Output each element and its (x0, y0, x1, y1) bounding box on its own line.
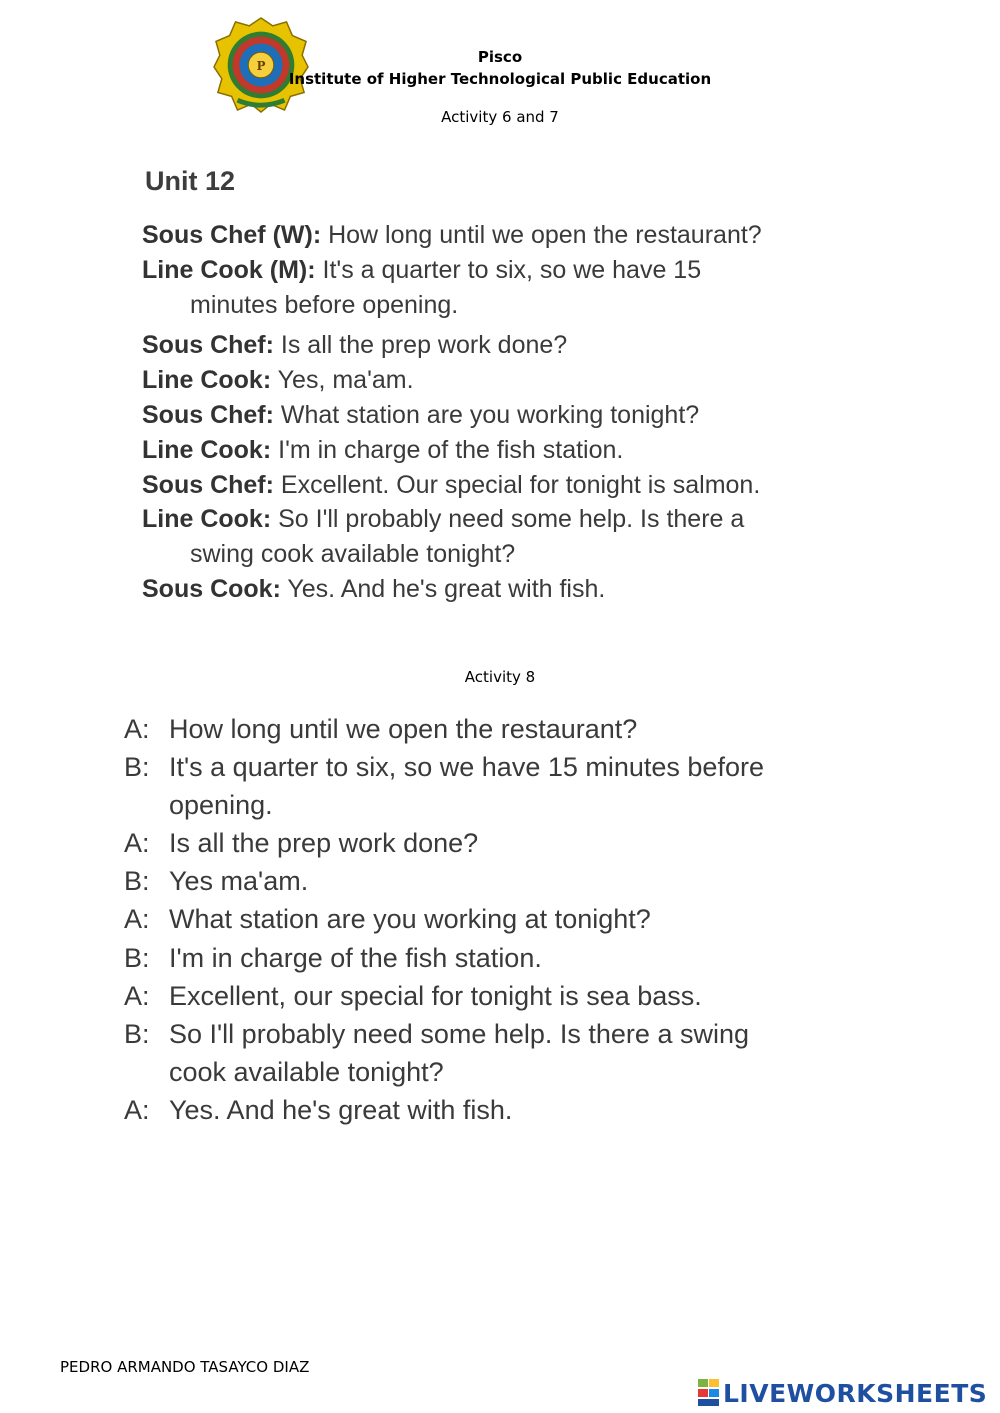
dialogue-text: So I'll probably need some help. Is there a swing (169, 1018, 749, 1049)
dialogue-text: I'm in charge of the fish station. (271, 435, 624, 464)
dialogue-line (124, 900, 864, 938)
speaker-label: A: (124, 904, 150, 935)
dialogue-text: I'm in charge of the fish station. (169, 942, 542, 973)
dialogue-line (124, 824, 864, 862)
dialogue-line (142, 328, 862, 363)
dialogue-text: What station are you working tonight? (273, 400, 700, 429)
dialogue-line (124, 1053, 864, 1091)
liveworksheets-brand[interactable] (698, 1377, 987, 1409)
speaker-label: A: (124, 980, 150, 1011)
unit-dialogue (142, 218, 862, 607)
speaker-label: A: (124, 828, 150, 859)
activity-8-dialogue (124, 710, 864, 1129)
speaker-label: Sous Chef (W): (142, 221, 322, 249)
dialogue-line (124, 1091, 864, 1129)
speaker-label: A: (124, 1094, 150, 1125)
unit-title: Unit 12 (145, 166, 236, 196)
dialogue-text: Is all the prep work done? (169, 828, 479, 859)
speaker-label: Line Cook (M): (142, 255, 316, 284)
speaker-label: Line Cook: (142, 505, 272, 534)
speaker-label: Line Cook: (142, 435, 272, 464)
speaker-label: B: (124, 752, 150, 783)
svg-text:P: P (256, 58, 266, 73)
dialogue-text: Is all the prep work done? (273, 331, 568, 360)
dialogue-line (142, 468, 862, 503)
institution-full-name: Institute of Higher Technological Public Education (288, 70, 712, 88)
dialogue-text: Yes. And he's great with fish. (169, 1094, 513, 1125)
activity-8-heading: Activity 8 (464, 668, 536, 686)
dialogue-line (142, 253, 862, 288)
dialogue-line (142, 398, 862, 433)
speaker-label: Line Cook: (142, 366, 272, 395)
dialogue-text: cook available tonight? (169, 1056, 444, 1087)
dialogue-text: Excellent. Our special for tonight is salmon. (273, 470, 761, 499)
dialogue-text: What station are you working at tonight? (169, 904, 651, 935)
speaker-label: B: (124, 866, 150, 897)
dialogue-text: Yes, ma'am. (271, 366, 414, 395)
activity-heading: Activity 6 and 7 (441, 108, 559, 126)
speaker-label: Sous Cook: (142, 574, 281, 603)
dialogue-line (124, 710, 864, 748)
dialogue-text: swing cook available tonight? (190, 540, 516, 569)
dialogue-text: It's a quarter to six, so we have 15 minutes before (169, 752, 764, 783)
dialogue-line (142, 288, 862, 323)
dialogue-line (124, 1015, 864, 1053)
dialogue-text: It's a quarter to six, so we have 15 (315, 255, 702, 284)
dialogue-line (124, 748, 864, 786)
dialogue-line (124, 786, 864, 824)
dialogue-text: Excellent, our special for tonight is sea bass. (169, 980, 702, 1011)
dialogue-line (124, 939, 864, 977)
dialogue-text: How long until we open the restaurant? (321, 221, 762, 249)
speaker-label: Sous Chef: (142, 331, 274, 360)
dialogue-line (142, 363, 862, 398)
dialogue-line (142, 218, 862, 253)
dialogue-line (142, 537, 862, 572)
dialogue-text: So I'll probably need some help. Is there a (271, 505, 745, 534)
author-name: PEDRO ARMANDO TASAYCO DIAZ (60, 1358, 310, 1376)
speaker-label: B: (124, 942, 150, 973)
dialogue-line (142, 572, 862, 607)
dialogue-text: Yes. And he's great with fish. (280, 574, 606, 603)
dialogue-text: minutes before opening. (190, 290, 459, 319)
dialogue-line (124, 977, 864, 1015)
speaker-label: Sous Chef: (142, 400, 274, 429)
dialogue-line (124, 862, 864, 900)
institution-name: Pisco (477, 48, 523, 66)
dialogue-text: opening. (169, 790, 273, 821)
liveworksheets-logo-icon (698, 1379, 720, 1407)
brand-name: LIVEWORKSHEETS (723, 1378, 988, 1408)
speaker-label: A: (124, 714, 150, 744)
dialogue-line (142, 433, 862, 468)
dialogue-text: Yes ma'am. (169, 866, 309, 897)
dialogue-text: How long until we open the restaurant? (169, 714, 638, 744)
speaker-label: Sous Chef: (142, 470, 274, 499)
dialogue-line (142, 502, 862, 537)
speaker-label: B: (124, 1018, 150, 1049)
